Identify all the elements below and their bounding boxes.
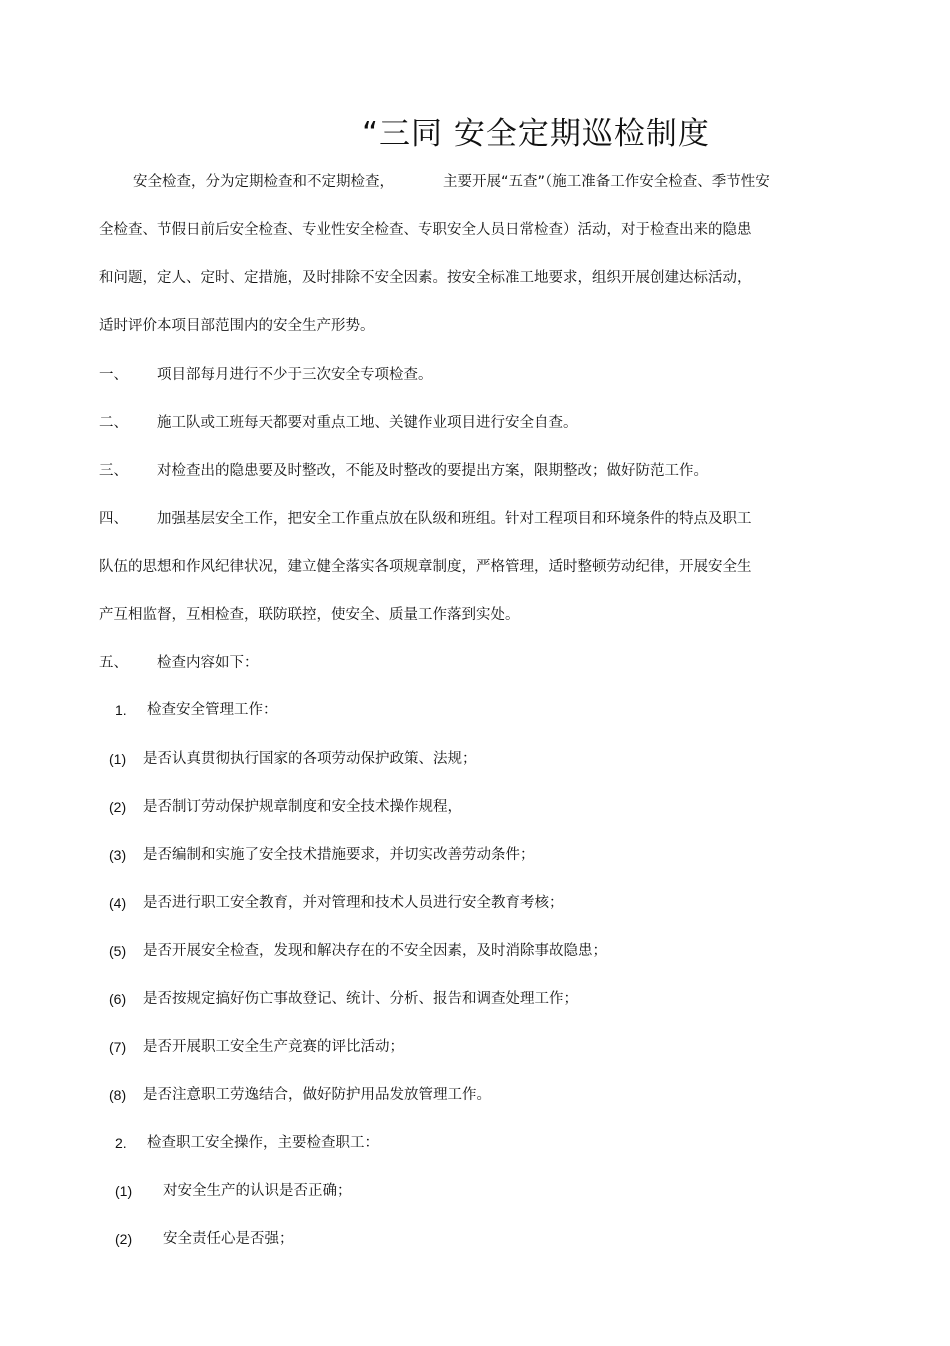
intro-line-1a: 安全检查，分为定期检查和不定期检查， — [133, 174, 394, 190]
page-title: “三同 安全定期巡检制度 — [362, 116, 710, 152]
intro-line-1b: 主要开展“五查”（施工准备工作安全检查、季节性安 — [443, 174, 770, 190]
section-text: 项目部每月进行不少于三次安全专项检查。 — [157, 367, 433, 383]
section-text-continued: 队伍的思想和作风纪律状况，建立健全落实各项规章制度，严格管理，适时整顿劳动纪律，开展安全生 — [99, 559, 752, 575]
section-number: 三、 — [99, 463, 128, 479]
list-item-number: (4) — [109, 895, 127, 911]
subsection-heading: 检查安全管理工作： — [147, 702, 278, 718]
section-number: 二、 — [99, 415, 128, 431]
intro-line-4: 适时评价本项目部范围内的安全生产形势。 — [99, 318, 375, 334]
section-text-continued: 产互相监督，互相检查，联防联控，使安全、质量工作落到实处。 — [99, 607, 520, 623]
section-text: 加强基层安全工作，把安全工作重点放在队级和班组。针对工程项目和环境条件的特点及职工 — [157, 511, 752, 527]
list-item-text: 是否按规定搞好伤亡事故登记、统计、分析、报告和调查处理工作； — [143, 991, 578, 1007]
list-item-text: 是否制订劳动保护规章制度和安全技术操作规程， — [143, 799, 462, 815]
list-item-text: 是否开展安全检查，发现和解决存在的不安全因素，及时消除事故隐患； — [143, 943, 607, 959]
subsection-number: 2. — [115, 1135, 127, 1151]
list-item-number: (2) — [109, 799, 127, 815]
list-item-number: (8) — [109, 1087, 127, 1103]
list-item-text: 对安全生产的认识是否正确； — [163, 1183, 352, 1199]
list-item-text: 是否注意职工劳逸结合，做好防护用品发放管理工作。 — [143, 1087, 491, 1103]
list-item-number: (1) — [115, 1183, 133, 1199]
list-item-number: (6) — [109, 991, 127, 1007]
section-number: 四、 — [99, 511, 128, 527]
subsection-number: 1. — [115, 702, 127, 718]
section-text: 检查内容如下： — [157, 655, 259, 671]
list-item-text: 是否进行职工安全教育，并对管理和技术人员进行安全教育考核； — [143, 895, 564, 911]
list-item-text: 是否编制和实施了安全技术措施要求，并切实改善劳动条件； — [143, 847, 535, 863]
intro-line-2: 全检查、节假日前后安全检查、专业性安全检查、专职安全人员日常检查）活动，对于检查出来的隐患 — [99, 222, 752, 238]
list-item-number: (1) — [109, 751, 127, 767]
section-number: 一、 — [99, 367, 128, 383]
section-text: 对检查出的隐患要及时整改，不能及时整改的要提出方案，限期整改；做好防范工作。 — [157, 463, 708, 479]
intro-line-3: 和问题，定人、定时、定措施，及时排除不安全因素。按安全标准工地要求，组织开展创建达标活动， — [99, 270, 752, 286]
list-item-number: (5) — [109, 943, 127, 959]
list-item-number: (7) — [109, 1039, 127, 1055]
section-text: 施工队或工班每天都要对重点工地、关键作业项目进行安全自查。 — [157, 415, 578, 431]
list-item-text: 是否认真贯彻执行国家的各项劳动保护政策、法规； — [143, 751, 477, 767]
list-item-text: 安全责任心是否强； — [163, 1231, 294, 1247]
list-item-number: (2) — [115, 1231, 133, 1247]
list-item-number: (3) — [109, 847, 127, 863]
subsection-heading: 检查职工安全操作，主要检查职工： — [147, 1135, 379, 1151]
section-number: 五、 — [99, 655, 128, 671]
list-item-text: 是否开展职工安全生产竞赛的评比活动； — [143, 1039, 404, 1055]
